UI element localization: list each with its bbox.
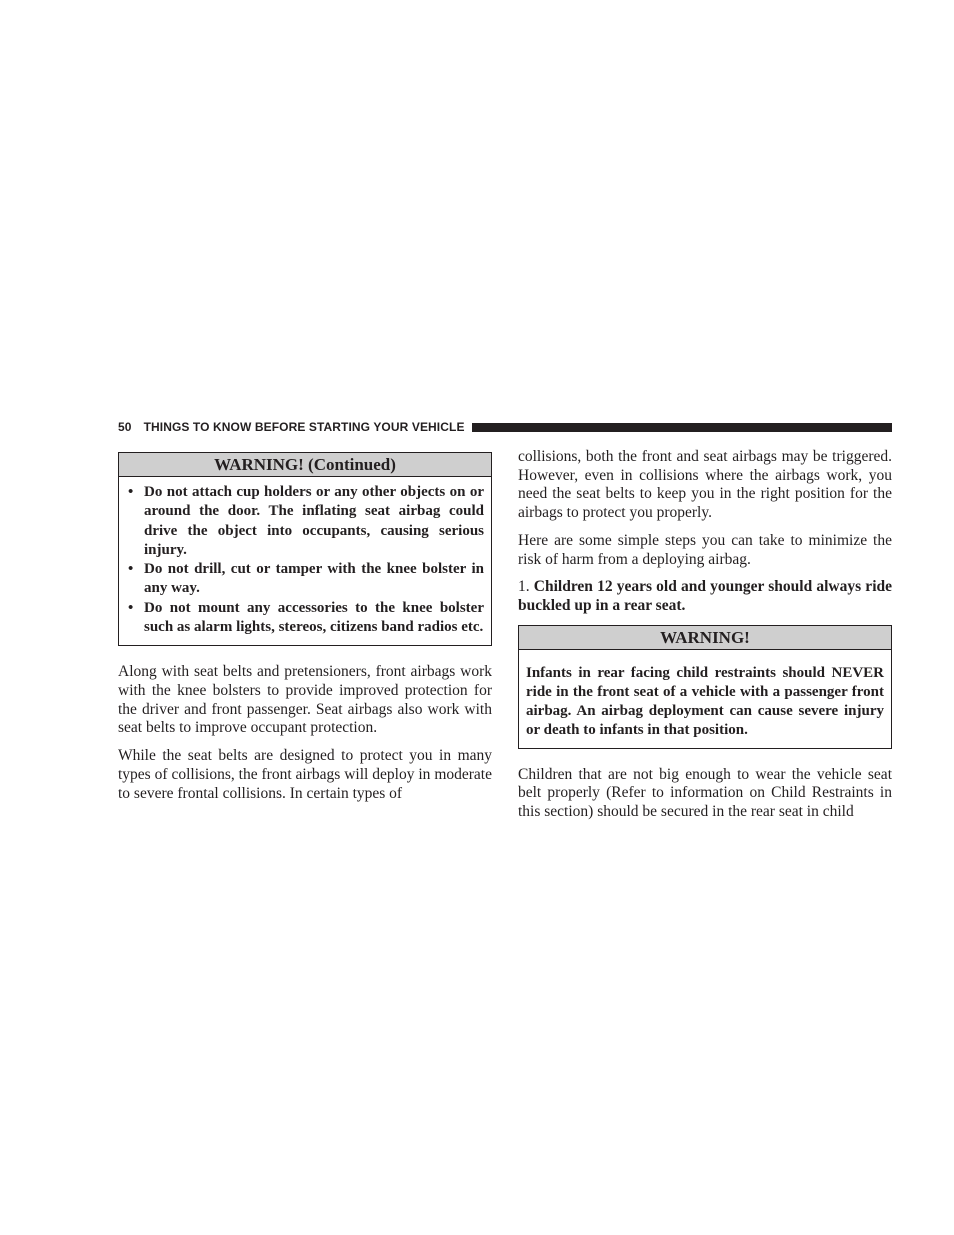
warning-continued-body [119,477,491,645]
warning-continued-box [118,452,492,646]
bullet-icon: • [128,484,134,500]
bullet-icon: • [128,599,134,616]
bullet-icon: • [128,561,134,578]
warning-item [126,483,484,560]
body-paragraph: While the seat belts are designed to protect you in many types of collisions, the front airbags will deploy in moderate to severe frontal collisions. In certain types of [118,747,492,802]
warning-item [126,599,484,638]
step-paragraph [518,578,892,615]
warning-body [519,650,891,748]
warning-item [126,560,484,599]
body-paragraph: Children that are not big enough to wear the vehicle seat belt properly (Refer to information on Child Restraints in this section) should be secured in the rear seat in child [518,765,892,821]
step-number: 1. [518,578,530,596]
body-paragraph: Along with seat belts and pretensioners, front airbags work with the knee bolsters to provide improved protection for the driver and front passenger. Seat airbags also work with seat belts to improve occupant protection. [118,663,492,737]
step-text: Children 12 years old and younger should always ride buckled up in a rear seat. [518,578,892,614]
warning-title: WARNING! [519,626,891,650]
section-title: THINGS TO KNOW BEFORE STARTING YOUR VEHICLE [143,420,465,434]
warning-text: Infants in rear facing child restraints should NEVER ride in the front seat of a vehicle with a passenger front airbag. An airbag deployment can cause severe injury or death to infants in that position. [526,664,884,738]
left-column [118,452,492,812]
page-number: 50 [118,420,132,434]
warning-item-text: Do not drill, cut or tamper with the knee bolster in any way. [144,561,484,597]
header-rule [472,423,892,432]
warning-continued-title: WARNING! (Continued) [119,453,491,477]
warning-box [518,625,892,749]
warning-item-text: Do not attach cup holders or any other objects on or around the door. The inflating seat airbag could drive the object into occupants, causing serious injury. [144,484,484,558]
body-paragraph: collisions, both the front and seat airbags may be triggered. However, even in collisions where the airbags work, you need the seat belts to keep you in the right position for the airbags to protect you properly. [518,448,892,522]
warning-list [126,483,484,637]
warning-item-text: Do not mount any accessories to the knee bolster such as alarm lights, stereos, citizens band radios etc. [144,599,484,636]
page-header [118,418,892,436]
right-column [518,448,892,831]
body-paragraph: Here are some simple steps you can take to minimize the risk of harm from a deploying airbag. [518,531,892,568]
